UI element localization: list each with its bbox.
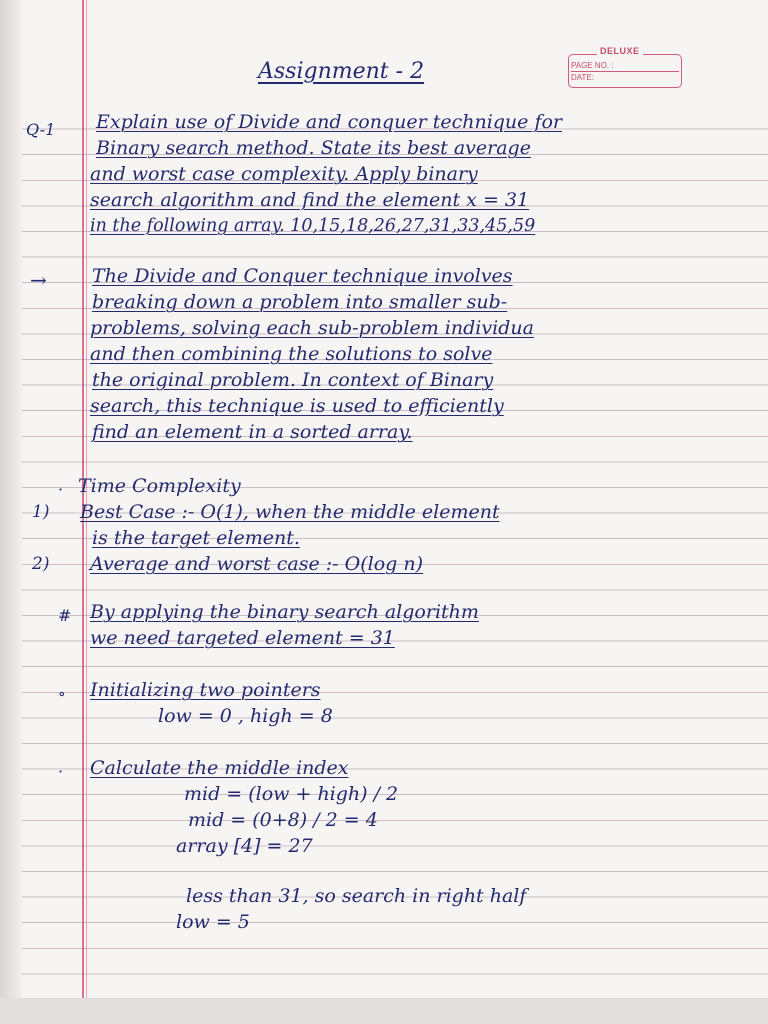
search-note: less than 31, so search in right half: [186, 885, 527, 907]
question-line: and worst case complexity. Apply binary: [90, 163, 478, 185]
answer-line: breaking down a problem into smaller sub-: [92, 291, 508, 313]
complexity-heading: Time Complexity: [78, 475, 241, 497]
answer-arrow: →: [30, 268, 47, 292]
answer-line: The Divide and Conquer technique involves: [92, 265, 513, 287]
question-label: Q-1: [26, 120, 56, 139]
page-binding-edge: [0, 0, 22, 1000]
question-line: in the following array. 10,15,18,26,27,31,33,45,59: [90, 216, 536, 236]
question-line: Binary search method. State its best average: [96, 137, 531, 159]
average-case-number: 2): [32, 554, 50, 574]
page-bottom-edge: [0, 998, 768, 1024]
low-update: low = 5: [176, 911, 250, 933]
best-case-detail: is the target element.: [92, 527, 300, 549]
bullet-icon: ·: [58, 480, 64, 499]
mid-formula: mid = (low + high) / 2: [184, 783, 399, 805]
page-number-label: PAGE NO. :: [571, 61, 614, 70]
answer-line: search, this technique is used to efficiently: [90, 395, 504, 417]
page-top-margin: [0, 0, 768, 104]
question-line: search algorithm and find the element x = 31: [90, 189, 530, 211]
applying-line: By applying the binary search algorithm: [90, 601, 479, 623]
array-value: array [4] = 27: [176, 835, 313, 857]
date-label: DATE:: [571, 71, 679, 82]
mid-substituted: mid = (0+8) / 2 = 4: [188, 809, 378, 831]
best-case-number: 1): [32, 502, 50, 522]
question-line: Explain use of Divide and conquer technique for: [96, 111, 563, 133]
bullet-icon: ∘: [58, 684, 66, 703]
bullet-icon: ·: [58, 762, 64, 781]
brand-label: DELUXE: [597, 46, 643, 56]
answer-line: problems, solving each sub-problem individua: [90, 317, 534, 339]
answer-line: the original problem. In context of Binary: [92, 369, 494, 391]
init-values: low = 0 , high = 8: [158, 705, 333, 727]
answer-line: find an element in a sorted array.: [92, 421, 413, 443]
page-header-box: [568, 46, 682, 88]
page-title: Assignment - 2: [258, 59, 425, 84]
init-heading: Initializing two pointers: [90, 679, 321, 701]
hash-mark: #: [58, 606, 72, 625]
answer-line: and then combining the solutions to solve: [90, 343, 493, 365]
target-line: we need targeted element = 31: [90, 627, 395, 649]
calc-heading: Calculate the middle index: [90, 757, 349, 779]
average-case-line: Average and worst case :- O(log n): [90, 553, 423, 575]
best-case-line: Best Case :- O(1), when the middle element: [80, 501, 500, 523]
